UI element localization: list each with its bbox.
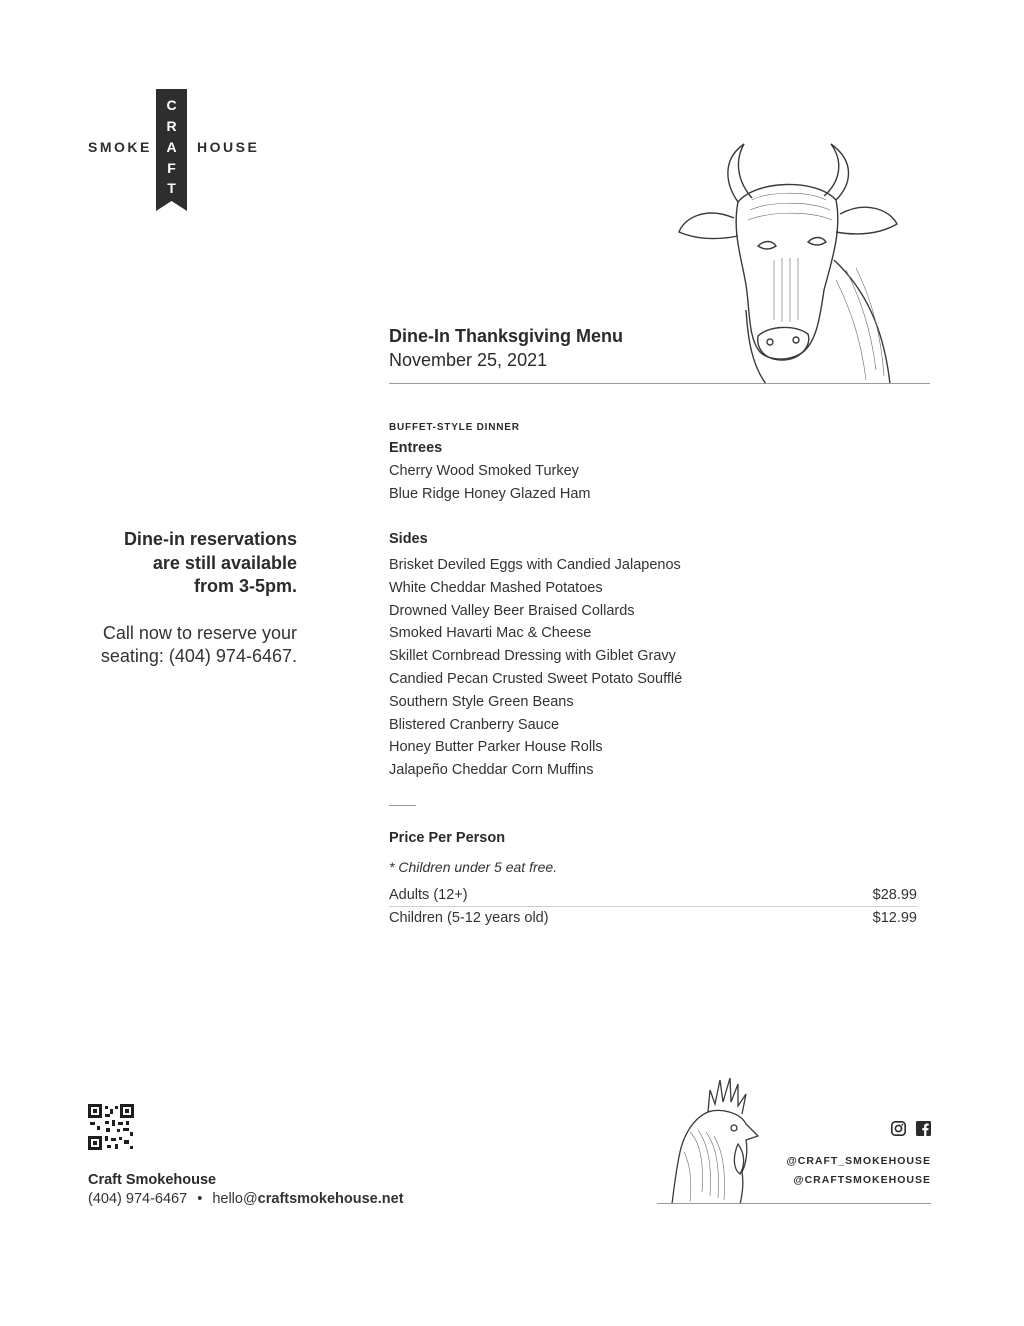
- list-item: Skillet Cornbread Dressing with Giblet Gravy: [389, 648, 676, 665]
- instagram-icon[interactable]: [891, 1121, 906, 1136]
- list-item: Cherry Wood Smoked Turkey: [389, 463, 579, 479]
- footer-phone[interactable]: (404) 974-6467: [88, 1191, 188, 1207]
- logo-letter: T: [167, 180, 176, 196]
- price-value: $28.99: [872, 887, 917, 903]
- social-handle[interactable]: @CRAFT_SMOKEHOUSE: [786, 1155, 931, 1167]
- buffet-kicker: BUFFET-STYLE DINNER: [389, 422, 520, 433]
- logo-word-house: HOUSE: [197, 139, 260, 155]
- logo-letter: C: [166, 97, 177, 113]
- craft-ribbon-logo: [156, 89, 187, 211]
- list-item: Blistered Cranberry Sauce: [389, 716, 560, 733]
- entrees-list: [389, 460, 591, 506]
- short-divider: [389, 805, 416, 806]
- reservation-line: from 3-5pm.: [193, 576, 297, 596]
- price-row-divider: [389, 906, 917, 907]
- logo-word-smoke: SMOKE: [88, 139, 152, 155]
- footer-separator: •: [197, 1191, 203, 1207]
- logo-letter: R: [166, 118, 177, 134]
- cow-illustration: [676, 140, 901, 384]
- list-item: Jalapeño Cheddar Corn Muffins: [389, 762, 594, 779]
- list-item: Blue Ridge Honey Glazed Ham: [389, 485, 591, 502]
- call-line: Call now to reserve your: [102, 622, 297, 643]
- menu-date: November 25, 2021: [389, 350, 548, 370]
- list-item: Honey Butter Parker House Rolls: [389, 739, 603, 756]
- menu-title: Dine-In Thanksgiving Menu: [389, 326, 624, 346]
- logo-letter: F: [167, 160, 176, 176]
- list-item: White Cheddar Mashed Potatoes: [389, 579, 603, 596]
- price-row-adults: [389, 887, 917, 903]
- children-note: * Children under 5 eat free.: [389, 859, 558, 875]
- logo-letter: A: [166, 139, 177, 155]
- list-item: Brisket Deviled Eggs with Candied Jalapenos: [389, 557, 681, 573]
- list-item: Drowned Valley Beer Braised Collards: [389, 602, 635, 619]
- reservation-line: Dine-in reservations: [123, 529, 297, 549]
- sides-heading: Sides: [389, 531, 428, 547]
- list-item: Southern Style Green Beans: [389, 693, 574, 710]
- price-heading: Price Per Person: [389, 830, 506, 846]
- price-row-children: [389, 910, 917, 926]
- list-item: Candied Pecan Crusted Sweet Potato Soufflé: [389, 670, 683, 687]
- price-label: Adults (12+): [389, 887, 468, 903]
- price-label: Children (5-12 years old): [389, 910, 549, 926]
- footer-contact: [88, 1191, 404, 1207]
- header-divider: [389, 383, 930, 384]
- sides-list: [389, 554, 682, 782]
- qr-code-icon[interactable]: [88, 1104, 134, 1150]
- footer-divider: [657, 1203, 931, 1204]
- rooster-illustration: [660, 1072, 760, 1204]
- entrees-heading: Entrees: [389, 440, 443, 456]
- call-line: seating: (404) 974-6467.: [100, 646, 297, 666]
- social-handle[interactable]: @CRAFTSMOKEHOUSE: [793, 1174, 931, 1186]
- footer-email[interactable]: hello@craftsmokehouse.net: [212, 1191, 404, 1207]
- reservation-callout: [60, 528, 297, 669]
- footer-business-name: Craft Smokehouse: [88, 1172, 217, 1188]
- list-item: Smoked Havarti Mac & Cheese: [389, 625, 592, 642]
- price-value: $12.99: [872, 910, 917, 926]
- reservation-line: are still available: [152, 552, 297, 573]
- facebook-icon[interactable]: [916, 1121, 931, 1136]
